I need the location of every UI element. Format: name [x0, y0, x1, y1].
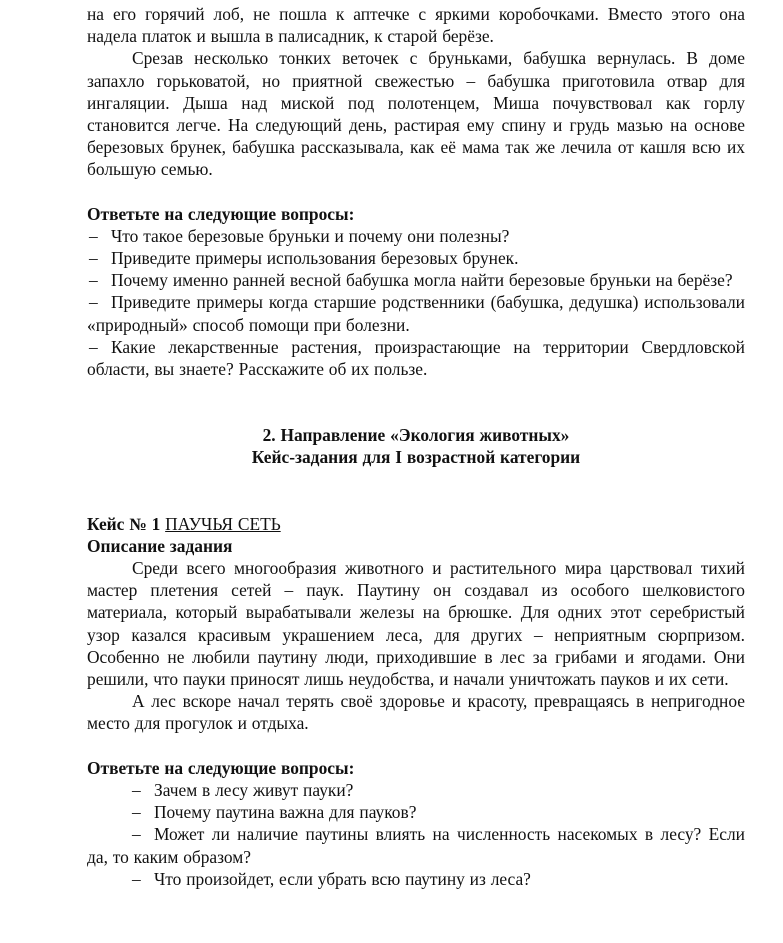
question-item: – Что такое березовые бруньки и почему они полезны?: [89, 225, 510, 246]
description-heading: Описание задания: [87, 535, 233, 556]
section-subtitle: Кейс-задания для I возрастной категории: [251, 447, 581, 468]
dash-marker: –: [89, 270, 98, 291]
question-item: – Почему именно ранней весной бабушка могла найти березовые бруньки на берёзе?: [89, 270, 733, 291]
dash-marker: –: [89, 336, 98, 357]
case-name: ПАУЧЬЯ СЕТЬ: [165, 513, 281, 534]
dash-marker: –: [89, 248, 98, 269]
dash-marker: –: [89, 292, 98, 313]
question-item: – Почему паутина важна для пауков?: [132, 802, 417, 823]
questions-heading-2: Ответьте на следующие вопросы:: [87, 757, 355, 778]
question-item: – Какие лекарственные растения, произрастающие на территории Свердловской области, вы знаете? Расскажите об их пользе.: [87, 336, 745, 380]
dash-marker: –: [89, 225, 98, 246]
paragraph-continuation: на его горячий лоб, не пошла к аптечке с яркими коробочками. Вместо этого она надела платок и вышла в палисадник, к старой берёзе.: [87, 4, 745, 47]
case-paragraph-1: Среди всего многообразия животного и растительного мира царствовал тихий мастер плетения сетей – паук. Паутину он создавал из особого шелковистого материала, который вырабатывали железы на брюшке. Для одних этот серебристый узор казался красивым украшением леса, для других – неприятным сюрпризом. Особенно не любили паутину люди, приходившие в лес за грибами и ягодами. Они решили, что пауки приносят лишь неудобства, и начали уничтожать пауков и их сети.: [87, 558, 745, 690]
paragraph-grandmother-remedy: Срезав несколько тонких веточек с бруньками, бабушка вернулась. В доме запахло горьковатой, но приятной свежестью – бабушка приготовила отвар для ингаляции. Дыша над миской под полотенцем, Миша почувствовал как горлу становится легче. На следующий день, растирая ему спину и грудь мазью на основе березовых брунек, бабушка рассказывала, как её мама так же лечила от кашля всю их большую семью.: [87, 48, 745, 180]
dash-marker: –: [132, 779, 141, 800]
case-paragraph-2: А лес вскоре начал терять своё здоровье и красоту, превращаясь в непригодное место для прогулок и отдыха.: [87, 691, 745, 734]
case-title: [87, 513, 745, 535]
section-title: 2. Направление «Экология животных»: [262, 425, 570, 446]
dash-marker: –: [132, 802, 141, 823]
question-item: – Может ли наличие паутины влиять на численность насекомых в лесу? Если да, то каким образом?: [87, 824, 745, 867]
question-item: – Приведите примеры использования березовых брунек.: [89, 248, 519, 269]
question-item: – Что произойдет, если убрать всю паутину из леса?: [132, 868, 531, 889]
dash-marker: –: [132, 824, 141, 845]
case-label: Кейс № 1: [87, 513, 161, 534]
question-item: – Зачем в лесу живут пауки?: [132, 779, 354, 800]
question-item: – Приведите примеры когда старшие родственники (бабушка, дедушка) использовали «природный» способ помощи при болезни.: [87, 292, 745, 335]
dash-marker: –: [132, 868, 141, 889]
questions-heading-1: Ответьте на следующие вопросы:: [87, 203, 355, 224]
